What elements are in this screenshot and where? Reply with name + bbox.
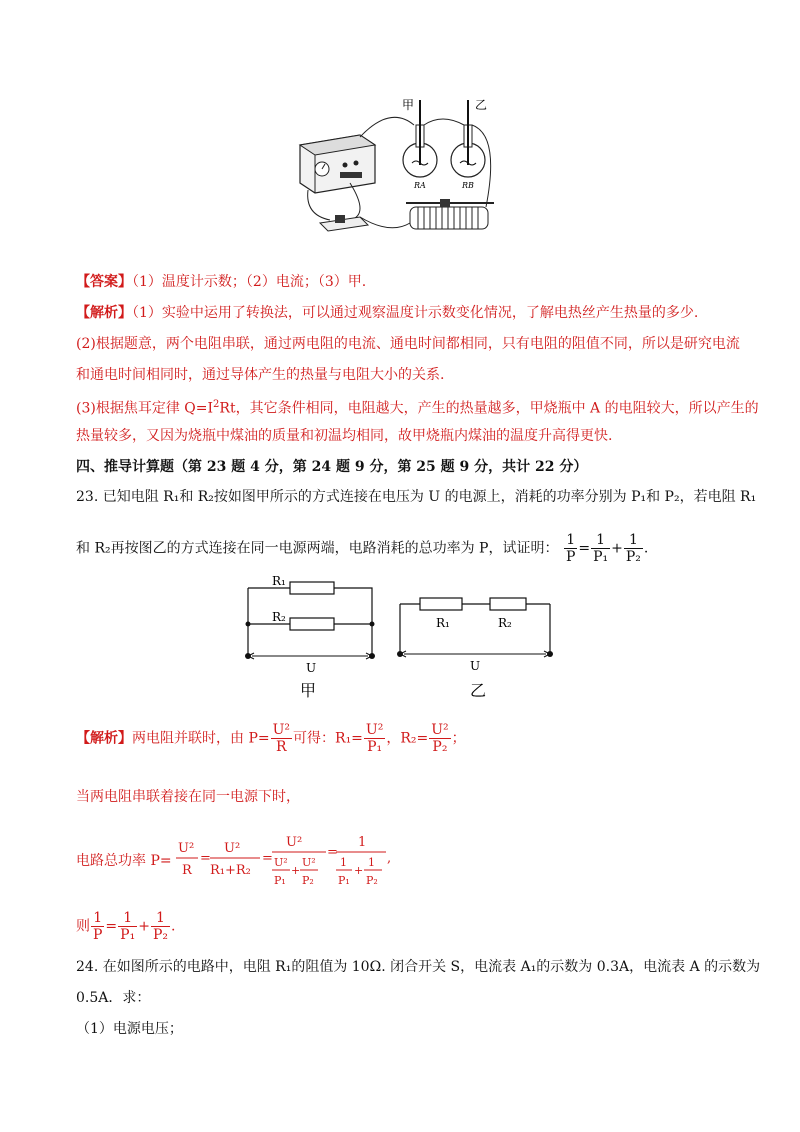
svg-text:,: , xyxy=(387,851,392,866)
power-formula-fraction: $\frac{\text{U²}}{R}$ xyxy=(272,722,291,755)
series-u-label: U xyxy=(470,659,481,673)
svg-text:P₁: P₁ xyxy=(274,874,286,887)
svg-text:U²: U² xyxy=(224,841,241,856)
parallel-r2-label: R₂ xyxy=(272,610,286,624)
joule-heating-apparatus-figure xyxy=(290,95,500,250)
conclusion-line: 则 $\frac{1}{P}$ = $\frac{1}{\text{P₁}}$ + $\frac{1}{\text{P₂}}$ . xyxy=(76,910,176,943)
conclusion-lhs-fraction: $\frac{1}{P}$ xyxy=(93,910,103,943)
svg-text:R: R xyxy=(182,863,192,878)
svg-text:U²: U² xyxy=(178,841,195,856)
total-power-line: 电路总功率 P= U² R = U² R₁+R₂ = U² U² P₁ + U² P₂ = 1 1 P₁ + 1 P₂ , xyxy=(76,832,396,890)
joule-law-post: Rt，其它条件相同，电阻越大，产生的热量越多，甲烧瓶中 A 的电阻较大，所以产生的 xyxy=(219,400,759,417)
answer-line xyxy=(76,272,366,292)
analysis-line-3a xyxy=(76,395,759,419)
parallel-u-label: U xyxy=(306,661,317,675)
svg-text:R₁+R₂: R₁+R₂ xyxy=(210,863,251,878)
series-r2-label: R₂ xyxy=(498,616,512,630)
svg-text:=: = xyxy=(200,851,211,866)
caption-yi: 乙 xyxy=(470,681,487,700)
svg-text:1: 1 xyxy=(368,856,376,869)
q24-line-2: 0.5A．求： xyxy=(76,990,151,1006)
svg-text:+: + xyxy=(354,864,364,877)
series-r1-label: R₁ xyxy=(436,616,450,630)
conclusion-term2-fraction: $\frac{1}{\text{P₂}}$ xyxy=(152,910,168,943)
answer-tag: 【答案】 xyxy=(76,274,132,290)
proof-lhs-fraction: $\frac{1}{P}$ xyxy=(565,532,576,565)
analysis-line-2b: 和通电时间相同时，通过导体产生的热量与电阻大小的关系. xyxy=(76,367,445,383)
svg-text:=: = xyxy=(327,845,338,860)
q23-text: 和 R₂再按图乙的方式连接在同一电源两端，电路消耗的总功率为 P，试证明： xyxy=(76,540,559,557)
analysis-tag: 【解析】 xyxy=(76,305,132,321)
analysis-line-3b: 热量较多，又因为烧瓶中煤油的质量和初温均相同，故甲烧瓶内煤油的温度升高得更快. xyxy=(76,428,613,444)
total-power-derivation xyxy=(176,832,396,890)
series-connection-line: 当两电阻串联着接在同一电源下时， xyxy=(76,789,300,805)
r2-formula-fraction: $\frac{\text{U²}}{\text{P₂}}$ xyxy=(431,722,449,755)
q24-item-1: （1）电源电压； xyxy=(76,1021,183,1037)
svg-text:=: = xyxy=(262,851,273,866)
svg-text:P₂: P₂ xyxy=(302,874,314,887)
caption-jia: 甲 xyxy=(300,681,317,700)
parallel-r1-label: R₁ xyxy=(272,574,286,588)
r1-formula-fraction: $\frac{\text{U²}}{\text{P₁}}$ xyxy=(365,722,384,755)
proof-term2-fraction: $\frac{1}{\text{P₂}}$ xyxy=(625,532,641,565)
svg-text:1: 1 xyxy=(340,856,348,869)
q23-line-2: 和 R₂再按图乙的方式连接在同一电源两端，电路消耗的总功率为 P，试证明： $\frac{1}{P}$ = $\frac{1}{\text{P₁}}$ + $\frac{1}{\text{P₂}}$ . xyxy=(76,532,649,565)
svg-text:1: 1 xyxy=(358,835,367,850)
analysis-paragraph-1: （1）实验中运用了转换法，可以通过观察温度计示数变化情况，了解电热丝产生热量的多少. xyxy=(132,305,699,321)
svg-text:U²: U² xyxy=(302,856,316,869)
resistor-a-label: RA xyxy=(414,181,426,190)
analysis-line-1 xyxy=(76,303,698,323)
q23-line-1: 23. 已知电阻 R₁和 R₂按如图甲所示的方式连接在电压为 U 的电源上，消耗的功率分别为 P₁和 P₂，若电阻 R₁ xyxy=(76,489,757,505)
q24-line-1: 24. 在如图所示的电路中，电阻 R₁的阻值为 10Ω. 闭合开关 S，电流表 A₁的示数为 0.3A，电流表 A 的示数为 xyxy=(76,959,761,975)
svg-text:P₂: P₂ xyxy=(366,874,378,887)
svg-text:U²: U² xyxy=(286,835,303,850)
conclusion-term1-fraction: $\frac{1}{\text{P₁}}$ xyxy=(120,910,136,943)
analysis-line-2a: (2)根据题意，两个电阻串联，通过两电阻的电流、通电时间都相同，只有电阻的阻值不同，所以是研究电流 xyxy=(76,336,740,352)
answer-text: （1）温度计示数；（2）电流；（3）甲. xyxy=(132,274,367,290)
analysis2-line-1: 【解析】两电阻并联时，由 P= $\frac{\text{U²}}{R}$ 可得：R₁= $\frac{\text{U²}}{\text{P₁}}$ ，R₂= $\frac{\text{U²}}{\text{P₂}}$ ； xyxy=(76,722,466,755)
flask-yi-label: 乙 xyxy=(475,98,488,112)
section-title: 四、推导计算题（第 23 题 4 分，第 24 题 9 分，第 25 题 9 分，共计 22 分） xyxy=(76,459,588,475)
flask-jia-label: 甲 xyxy=(402,98,415,112)
circuit-diagrams-figure xyxy=(240,572,560,702)
resistor-b-label: RB xyxy=(462,181,474,190)
proof-term1-fraction: $\frac{1}{\text{P₁}}$ xyxy=(593,532,609,565)
svg-text:P₁: P₁ xyxy=(338,874,350,887)
joule-law-exponent: 2 xyxy=(213,399,220,410)
svg-text:+: + xyxy=(291,864,301,877)
analysis2-tag: 【解析】 xyxy=(76,730,132,747)
svg-text:U²: U² xyxy=(274,856,288,869)
joule-law-pre: (3)根据焦耳定律 Q=I xyxy=(76,400,214,417)
